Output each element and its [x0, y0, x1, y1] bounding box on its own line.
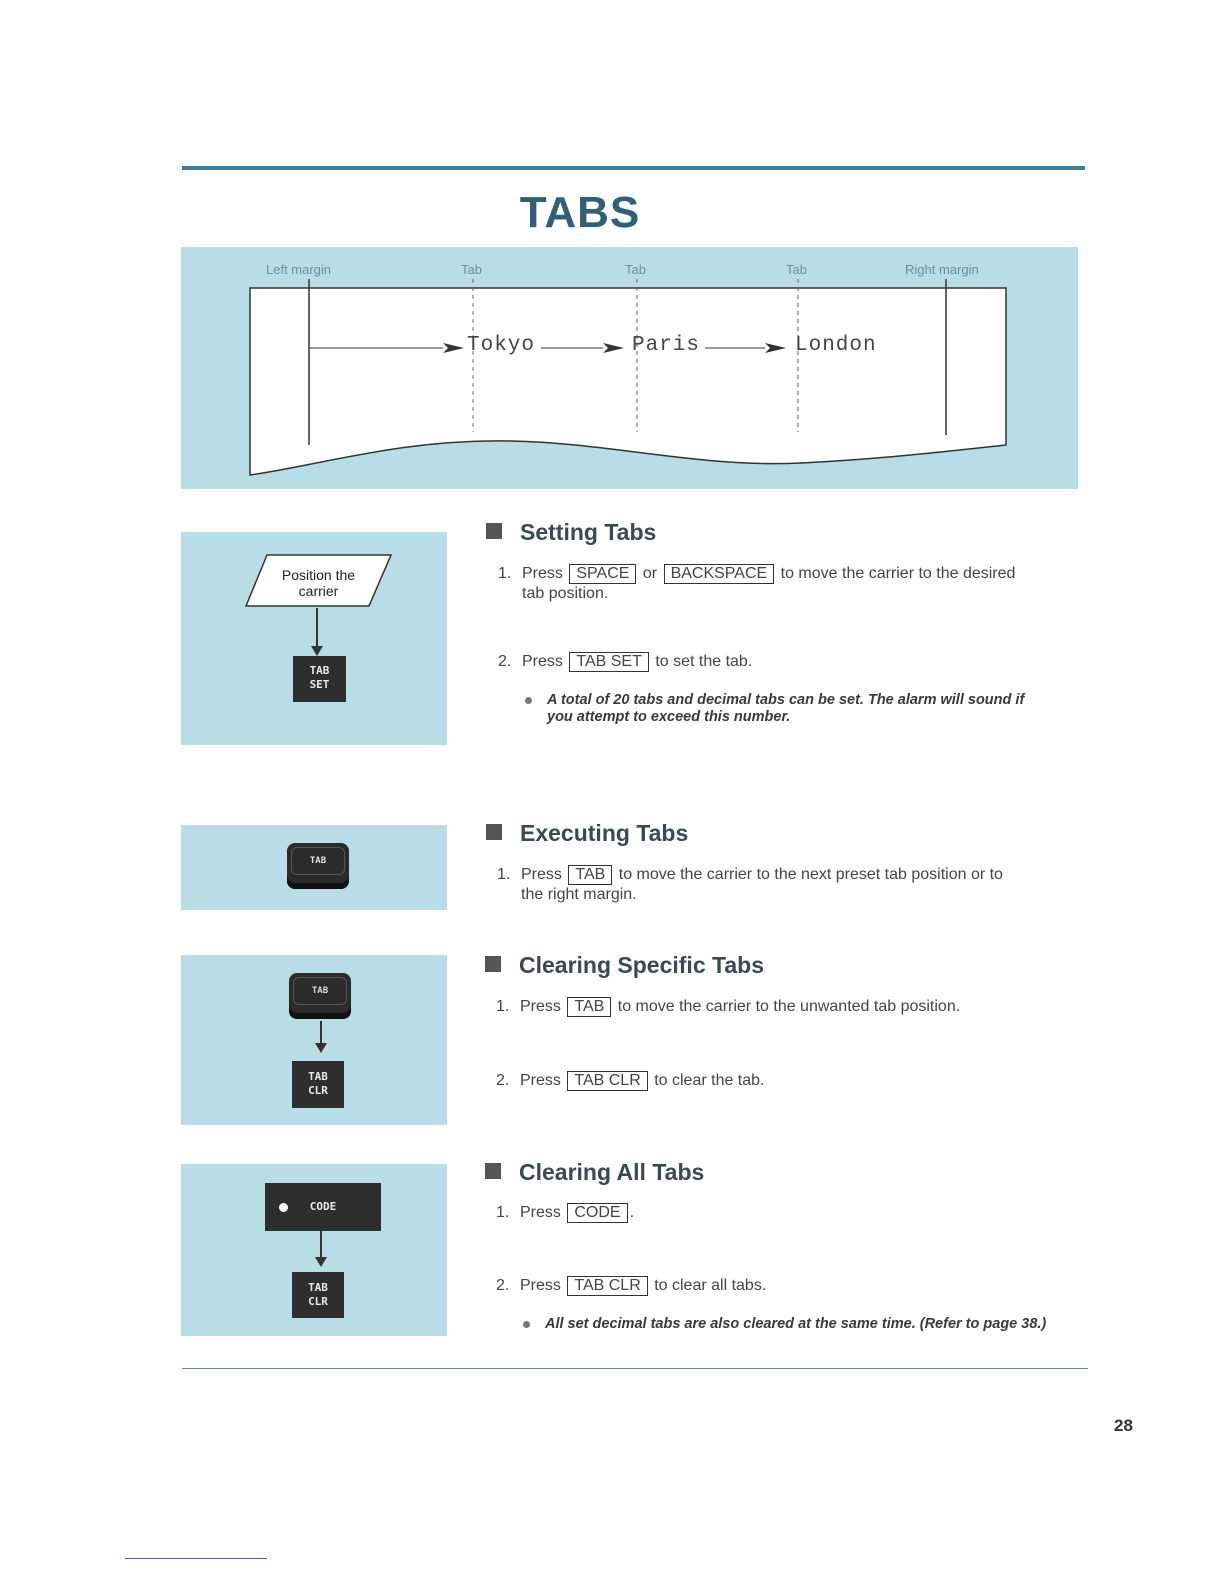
bullet-square-icon	[486, 824, 502, 840]
clearing-all-note	[545, 1316, 1105, 1333]
bullet-dot-icon	[525, 697, 532, 704]
step-text: to clear all tabs.	[654, 1277, 767, 1294]
tab-diagram	[181, 247, 1078, 489]
setting-tabs-heading	[486, 519, 656, 546]
flow-arrow	[320, 1231, 322, 1259]
setting-tabs-heading-text: Setting Tabs	[520, 519, 657, 545]
step-text: Press	[521, 866, 562, 883]
code-key-label: CODE	[567, 1203, 627, 1223]
step-text: to move the carrier to the desired	[780, 565, 1016, 582]
tab-label-1: Tab	[461, 262, 482, 277]
tab-key-label: TAB	[293, 977, 347, 1005]
tab-set-key-icon	[293, 656, 346, 702]
bottom-rule	[182, 1368, 1088, 1369]
right-margin-label: Right margin	[905, 262, 979, 277]
tab-diagram-drawing	[181, 247, 1078, 489]
clearing-specific-panel	[181, 955, 447, 1125]
clearing-all-heading-text: Clearing All Tabs	[519, 1159, 705, 1185]
executing-tabs-heading	[486, 820, 688, 847]
tab-label-2: Tab	[625, 262, 646, 277]
tab-set-key-line1: TAB	[309, 664, 330, 677]
left-margin-label: Left margin	[266, 262, 332, 277]
tab-set-key-line2: SET	[309, 678, 330, 691]
space-key-label: SPACE	[569, 564, 636, 584]
step-number: 2.	[498, 653, 512, 670]
step-text: Press	[522, 653, 563, 670]
step-text: to clear the tab.	[654, 1072, 765, 1089]
step-text: to move the carrier to the next preset tab position or to	[618, 866, 1003, 883]
tab-label-3: Tab	[786, 262, 807, 277]
bullet-square-icon	[485, 1163, 501, 1179]
footer-line	[125, 1558, 267, 1559]
step-text: .	[629, 1204, 635, 1221]
step-number: 2.	[496, 1072, 510, 1089]
tab-set-key-label: TAB SET	[569, 652, 649, 672]
bullet-square-icon	[485, 956, 501, 972]
tab-clr-key-icon	[292, 1061, 344, 1108]
code-dot-icon	[279, 1203, 288, 1212]
step-text: Press	[520, 998, 561, 1015]
position-carrier-text: Position the carrier	[281, 567, 356, 599]
tab-clr-key-line2: CLR	[308, 1295, 328, 1308]
tab-clr-key-label: TAB CLR	[567, 1276, 647, 1296]
step-text: the right margin.	[521, 886, 637, 903]
setting-note	[547, 692, 1087, 726]
bullet-dot-icon	[523, 1321, 530, 1328]
tab-clr-key-line1: TAB	[308, 1070, 328, 1083]
executing-tabs-panel	[181, 825, 447, 910]
flow-arrow	[320, 1021, 322, 1045]
step-number: 1.	[497, 866, 511, 883]
tab-key-icon	[287, 843, 349, 889]
step-text: to set the tab.	[655, 653, 753, 670]
clearing-specific-heading-text: Clearing Specific Tabs	[519, 952, 764, 978]
city-tokyo: Tokyo	[467, 334, 536, 357]
clearing-specific-step-2	[496, 1071, 765, 1091]
step-number: 2.	[496, 1277, 510, 1294]
setting-step-1	[498, 564, 1088, 603]
backspace-key-label: BACKSPACE	[664, 564, 775, 584]
tab-clr-key-line1: TAB	[308, 1281, 328, 1294]
tab-key-label: TAB	[568, 865, 612, 885]
tab-key-label: TAB	[291, 847, 345, 875]
step-number: 1.	[496, 998, 510, 1015]
clearing-all-step-2	[496, 1276, 766, 1296]
step-text: Press	[522, 565, 563, 582]
clearing-specific-heading	[485, 952, 764, 979]
note-text: All set decimal tabs are also cleared at the same time. (Refer to page 38.)	[545, 1316, 1047, 1332]
top-rule	[182, 166, 1085, 170]
executing-step-1	[497, 865, 1087, 904]
executing-tabs-heading-text: Executing Tabs	[520, 820, 689, 846]
bullet-square-icon	[486, 523, 502, 539]
step-text: Press	[520, 1204, 561, 1221]
flow-arrow	[316, 608, 318, 648]
tab-key-icon	[289, 973, 351, 1019]
tab-clr-key-icon	[292, 1272, 344, 1318]
page-number: 28	[1114, 1416, 1133, 1435]
clearing-specific-step-1	[496, 997, 960, 1017]
city-paris: Paris	[632, 334, 701, 357]
step-text: or	[642, 565, 658, 582]
city-london: London	[795, 334, 877, 357]
step-number: 1.	[496, 1204, 510, 1221]
note-text: A total of 20 tabs and decimal tabs can be set. The alarm will sound if	[547, 692, 1025, 708]
step-text: tab position.	[522, 585, 609, 602]
step-text: Press	[520, 1072, 561, 1089]
setting-tabs-panel	[181, 532, 447, 745]
step-text: to move the carrier to the unwanted tab position.	[617, 998, 961, 1015]
page-title: TABS	[519, 188, 641, 237]
clearing-all-panel	[181, 1164, 447, 1336]
clearing-all-heading	[485, 1159, 704, 1186]
note-text: you attempt to exceed this number.	[547, 709, 791, 725]
code-key-label: CODE	[309, 1200, 337, 1213]
clearing-all-step-1	[496, 1203, 634, 1223]
tab-key-label: TAB	[567, 997, 611, 1017]
tab-clr-key-line2: CLR	[308, 1084, 328, 1097]
step-number: 1.	[498, 565, 512, 582]
code-key-icon	[265, 1183, 381, 1231]
tab-clr-key-label: TAB CLR	[567, 1071, 647, 1091]
setting-step-2	[498, 652, 752, 672]
step-text: Press	[520, 1277, 561, 1294]
